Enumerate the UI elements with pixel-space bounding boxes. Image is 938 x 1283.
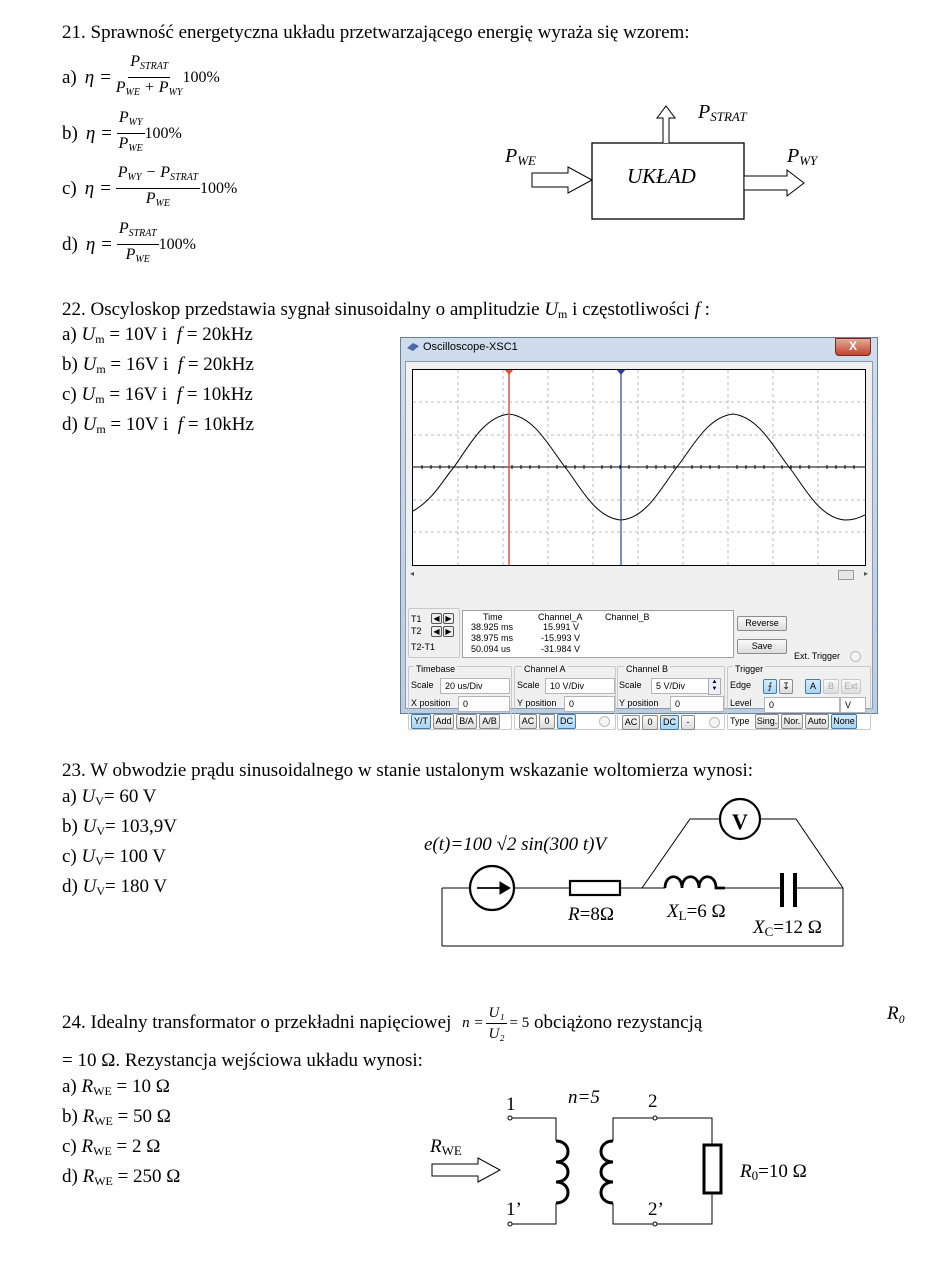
svg-text:PWY: PWY [787, 145, 818, 168]
q22-option-c: c) $U_m = 16V$ i f = 10kHz [62, 384, 253, 406]
horizontal-scrollbar[interactable] [408, 569, 870, 581]
trigger-normal-button[interactable]: Nor. [781, 714, 803, 729]
scroll-right-icon[interactable]: ▸ [863, 569, 868, 578]
terminal-1-label: 1 [506, 1094, 516, 1115]
trigger-level-input[interactable]: 0 [764, 697, 840, 713]
channel-b-dc-button[interactable]: DC [660, 715, 679, 730]
q21-option-a: a) η = $\frac{P_{STRAT}}{P_{WE} + P_{WY}}$ 100% [62, 53, 220, 98]
channel-b-scale-spinner[interactable]: ▲ ▼ [708, 678, 721, 695]
q22-option-b: b) $U_m = 16V$ i f = 20kHz [62, 354, 254, 376]
mode-add-button[interactable]: Add [433, 714, 454, 729]
rising-edge-icon[interactable]: ⨍ [763, 679, 777, 694]
save-button[interactable]: Save [737, 639, 787, 654]
q22-option-a: a) $U_m = 10V$ i f = 20kHz [62, 324, 253, 346]
trigger-single-button[interactable]: Sing. [755, 714, 779, 729]
q23-option-b: b) $U_V= 103,9V$ [62, 816, 177, 838]
oscilloscope-body: ◂ ▸ T1 ◀ ▶ T2 ◀ ▶ T2-T1 Time Channel_A Channel_B 38.925 ms 15.991 V 38.975 ms -15.993 V 50.094 us -31.984 V Reverse Save Ext. Trigger Timebase Scale 20 us/Div X position 0 Y/T Add B/A A/B Channel A Scale 10 V/Div Y position 0 AC 0 DC Channel B Scale 5 V/Div ▲ ▼ Y position 0 AC 0 DC - Trigger Edge ⨍ ↧ A B Ext Level 0 V Type Sing. Nor. Auto None [405, 361, 873, 709]
channel-a-radio[interactable] [599, 716, 610, 727]
capacitor-label: XC=12 Ω [753, 917, 822, 939]
q24-title-line2: = 10 Ω. Rezystancja wejściowa układu wynosi: [62, 1050, 423, 1071]
trigger-source-ext-button[interactable]: Ext [841, 679, 861, 694]
scope-screen[interactable] [412, 369, 866, 566]
ratio-label: n=5 [568, 1087, 600, 1108]
t1-right-arrow-icon[interactable]: ▶ [443, 613, 454, 624]
mode-yt-button[interactable]: Y/T [411, 714, 431, 729]
trigger-source-a-button[interactable]: A [805, 679, 821, 694]
q23-option-c: c) $U_V= 100$ V [62, 846, 167, 868]
trigger-none-button[interactable]: None [831, 714, 857, 729]
t2-t1-label: T2-T1 [411, 642, 436, 652]
channel-b-invert-button[interactable]: - [681, 715, 695, 730]
t1-left-arrow-icon[interactable]: ◀ [431, 613, 442, 624]
q24-option-b: b) $R_{WE} = 50$ Ω [62, 1106, 171, 1128]
q21-option-c: c) η = $\frac{P_{WY} - P_{STRAT}}{P_{WE}}$ 100% [62, 164, 238, 209]
trigger-auto-button[interactable]: Auto [805, 714, 829, 729]
q24-transformer-diagram [420, 1080, 840, 1230]
channel-b-zero-button[interactable]: 0 [642, 715, 658, 730]
mode-ba-button[interactable]: B/A [456, 714, 477, 729]
q23-option-a: a) $U_V= 60$ V [62, 786, 157, 808]
resistor-label: R=8Ω [568, 904, 614, 925]
q21-option-d: d) η = $\frac{P_{STRAT}}{P_{WE}}$ 100% [62, 220, 196, 265]
q24-options [62, 1074, 180, 1194]
rwe-label: RWE [430, 1136, 462, 1158]
ext-trigger-radio[interactable] [850, 651, 861, 662]
cursor-readout-table: Time Channel_A Channel_B 38.925 ms 15.991 V 38.975 ms -15.993 V 50.094 us -31.984 V [462, 610, 734, 658]
trigger-level-unit: V [840, 697, 866, 713]
x-position-input[interactable]: 0 [458, 696, 510, 712]
app-logo-icon [407, 343, 419, 351]
mode-ab-button[interactable]: A/B [479, 714, 500, 729]
option-letter: b) [62, 122, 78, 144]
terminal-1p-label: 1’ [506, 1199, 522, 1220]
falling-edge-icon[interactable]: ↧ [779, 679, 793, 694]
q24-title: 24. Idealny transformator o przekładni napięciowej n = $\frac{\text{U₁}}{\text{U₂}}$ = 5 obciążono rezystancją R₀ [62, 1003, 906, 1042]
channel-b-scale-input[interactable]: 5 V/Div [651, 678, 709, 694]
terminal-2-label: 2 [648, 1091, 658, 1112]
q22-option-d: d) $U_m = 10V$ i f = 10kHz [62, 414, 254, 436]
q24-option-a: a) $R_{WE} = 10$ Ω [62, 1076, 170, 1098]
block-label: UKŁAD [627, 164, 696, 188]
q22-options [62, 322, 254, 442]
timebase-scale-input[interactable]: 20 us/Div [440, 678, 510, 694]
q24-option-c: c) $R_{WE} = 2$ Ω [62, 1136, 161, 1158]
option-letter: c) [62, 177, 77, 199]
channel-b-radio[interactable] [709, 717, 720, 728]
trigger-source-b-button[interactable]: B [823, 679, 839, 694]
t2-label: T2 [411, 626, 422, 636]
q21-title: 21. Sprawność energetyczna układu przetwarzającego energię wyraża się wzorem: [62, 22, 690, 43]
channel-a-y-position-input[interactable]: 0 [564, 696, 615, 712]
scroll-left-icon[interactable]: ◂ [410, 569, 415, 578]
option-letter: d) [62, 233, 78, 255]
q23-option-d: d) $U_V= 180$ V [62, 876, 168, 898]
load-resistor-label: R0=10 Ω [740, 1161, 807, 1183]
reverse-button[interactable]: Reverse [737, 616, 787, 631]
q23-circuit-diagram [420, 795, 860, 955]
channel-a-scale-input[interactable]: 10 V/Div [545, 678, 615, 694]
t2-right-arrow-icon[interactable]: ▶ [443, 626, 454, 637]
scroll-thumb[interactable] [838, 570, 854, 580]
terminal-2p-label: 2’ [648, 1199, 664, 1220]
q23-options [62, 784, 177, 904]
svg-text:PSTRAT: PSTRAT [698, 101, 747, 124]
q23-title: 23. W obwodzie prądu sinusoidalnego w stanie ustalonym wskazanie woltomierza wynosi: [62, 760, 754, 781]
option-letter: a) [62, 66, 77, 88]
channel-a-ac-button[interactable]: AC [519, 714, 537, 729]
t2-left-arrow-icon[interactable]: ◀ [431, 626, 442, 637]
ext-trigger-label: Ext. Trigger [794, 651, 841, 661]
channel-a-zero-button[interactable]: 0 [539, 714, 555, 729]
channel-b-y-position-input[interactable]: 0 [670, 696, 724, 712]
channel-a-dc-button[interactable]: DC [557, 714, 576, 729]
source-label: e(t)=100 √2 sin(300 t)V [424, 834, 607, 855]
q21-block-diagram [490, 90, 840, 230]
t1-label: T1 [411, 614, 422, 624]
svg-text:PWE: PWE [505, 145, 536, 168]
close-button[interactable]: X [835, 338, 871, 356]
inductor-label: XL=6 Ω [667, 901, 726, 923]
oscilloscope-window [400, 337, 878, 727]
voltmeter-label: V [732, 809, 748, 834]
channel-b-ac-button[interactable]: AC [622, 715, 640, 730]
q24-option-d: d) $R_{WE} = 250$ Ω [62, 1166, 181, 1188]
q22-title: 22. Oscyloskop przedstawia sygnał sinusoidalny o amplitudzie $U_m$ i częstotliwości f : [62, 299, 710, 321]
q21-option-b: b) η = $\frac{P_{WY}}{P_{WE}}$ 100% [62, 109, 182, 154]
window-title: Oscilloscope-XSC1 [423, 341, 518, 353]
